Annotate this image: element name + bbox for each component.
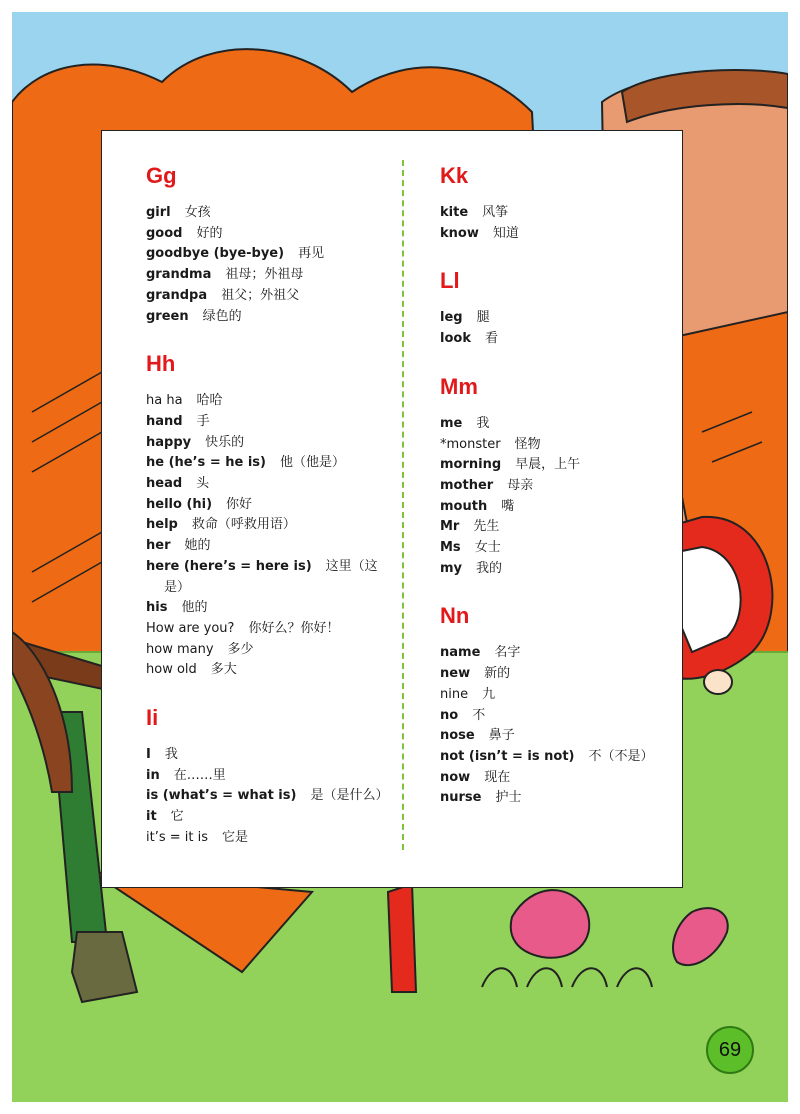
- vocab-entry: [440, 476, 670, 497]
- vocab-entry: [440, 414, 670, 435]
- chinese-meaning: 嘴: [501, 498, 515, 514]
- vocab-entry: [440, 747, 670, 768]
- vocab-entry: [146, 745, 396, 766]
- english-word: head: [146, 476, 183, 492]
- chinese-meaning: 祖父；外祖父: [221, 287, 300, 303]
- english-word: Mr: [440, 519, 460, 535]
- vocab-entry: [440, 788, 670, 809]
- section-ii: [146, 705, 396, 849]
- chinese-meaning: 风筝: [482, 205, 509, 220]
- vocab-entry: [146, 557, 396, 578]
- english-word: me: [440, 415, 463, 431]
- vocab-entry: [146, 640, 396, 661]
- chinese-meaning: 哈哈: [196, 393, 223, 409]
- english-word: mother: [440, 477, 494, 493]
- chinese-meaning: 女孩: [184, 205, 211, 220]
- vocab-entry: [146, 391, 396, 412]
- section-letter: Mm: [440, 373, 478, 399]
- english-word: how many: [146, 641, 214, 657]
- chinese-meaning: 再见: [298, 246, 325, 262]
- vocab-entry: [146, 786, 396, 807]
- vocab-entry: [146, 515, 396, 536]
- section-gg: [146, 163, 396, 327]
- chinese-meaning: 你好么？你好！: [248, 620, 340, 636]
- vocab-entry: [440, 685, 670, 706]
- section-mm: [440, 374, 670, 580]
- english-word: girl: [146, 205, 171, 220]
- english-word: good: [146, 225, 183, 241]
- chinese-meaning: 他的: [181, 600, 208, 616]
- vocab-entry: [440, 224, 670, 245]
- chinese-meaning: 护士: [495, 790, 522, 806]
- english-word: grandpa: [146, 287, 208, 303]
- vocab-entry: [146, 536, 396, 557]
- english-word: nine: [440, 686, 469, 702]
- vocab-entry: [146, 203, 396, 224]
- vocab-entry: [146, 495, 396, 516]
- chinese-meaning: 这里（这: [325, 558, 378, 574]
- chinese-meaning: 母亲: [507, 477, 534, 493]
- chinese-meaning: 多少: [227, 641, 254, 657]
- vocab-entry: [146, 244, 396, 265]
- column-divider: [402, 160, 404, 850]
- chinese-meaning: 它是: [222, 829, 249, 845]
- chinese-meaning: 他（他是）: [279, 455, 345, 471]
- section-ll: [440, 268, 670, 349]
- chinese-meaning: 救命（呼救用语）: [191, 517, 296, 533]
- section-letter: Ii: [146, 705, 159, 731]
- english-word: help: [146, 517, 178, 533]
- chinese-meaning: 不（不是）: [588, 748, 654, 764]
- english-word: happy: [146, 434, 192, 450]
- chinese-meaning: 我的: [476, 560, 503, 576]
- chinese-meaning: 不: [472, 707, 486, 723]
- english-word: now: [440, 769, 471, 785]
- vocab-entry: [440, 726, 670, 747]
- vocab-entry: [440, 643, 670, 664]
- vocab-entry: [146, 453, 396, 474]
- english-word: ha ha: [146, 393, 183, 409]
- page-number: 69: [706, 1026, 754, 1074]
- section-letter: Ll: [440, 268, 460, 294]
- chinese-meaning: 九: [482, 686, 496, 702]
- vocab-entry: [440, 517, 670, 538]
- english-word: in: [146, 767, 160, 783]
- english-word: leg: [440, 310, 463, 326]
- chinese-meaning: 好的: [196, 225, 223, 241]
- english-word: I: [146, 747, 151, 763]
- chinese-meaning: 是（是什么）: [310, 788, 389, 804]
- english-word: no: [440, 707, 459, 723]
- vocab-entry: [440, 664, 670, 685]
- chinese-meaning: 你好: [226, 496, 253, 512]
- english-word: hello (hi): [146, 496, 213, 512]
- vocab-entry: [440, 308, 670, 329]
- english-word: here (here’s = here is): [146, 558, 312, 574]
- section-letter: Nn: [440, 603, 470, 629]
- vocab-entry: [146, 412, 396, 433]
- section-letter: Gg: [146, 163, 177, 188]
- vocab-entry: [146, 265, 396, 286]
- chinese-meaning: 祖母；外祖母: [225, 267, 304, 283]
- chinese-meaning: 绿色的: [202, 308, 242, 324]
- vocab-entry: [440, 497, 670, 518]
- english-word: name: [440, 645, 481, 661]
- chinese-meaning: 女士: [474, 540, 501, 556]
- english-word: his: [146, 600, 168, 616]
- chinese-meaning: 早晨，上午: [515, 457, 581, 473]
- section-letter: Hh: [146, 351, 176, 377]
- vocab-entry: [146, 660, 396, 681]
- vocab-entry: [440, 768, 670, 789]
- english-word: my: [440, 560, 463, 576]
- english-word: not (isn’t = is not): [440, 748, 575, 764]
- chinese-meaning: 她的: [184, 538, 211, 554]
- vocab-entry: [146, 807, 396, 828]
- chinese-meaning: 多大: [210, 662, 237, 678]
- chinese-meaning: 它: [170, 809, 184, 825]
- english-word: grandma: [146, 267, 212, 283]
- section-hh: [146, 351, 396, 681]
- section-letter: Kk: [440, 163, 469, 188]
- english-word: green: [146, 308, 189, 324]
- chinese-meaning: 头: [196, 476, 210, 492]
- left-column: [146, 163, 396, 873]
- vocab-entry: [440, 329, 670, 350]
- english-word: he (he’s = he is): [146, 455, 266, 471]
- vocab-entry: [146, 307, 396, 328]
- chinese-meaning: 我: [164, 747, 178, 763]
- vocab-entry: [146, 598, 396, 619]
- section-kk: [440, 163, 670, 244]
- vocab-entry: [146, 433, 396, 454]
- chinese-meaning: 新的: [484, 666, 511, 682]
- chinese-meaning: 看: [484, 331, 498, 347]
- english-word: hand: [146, 413, 183, 429]
- chinese-meaning: 鼻子: [488, 728, 515, 744]
- chinese-meaning: 快乐的: [205, 434, 245, 450]
- english-word: kite: [440, 205, 469, 220]
- english-word: is (what’s = what is): [146, 788, 297, 804]
- english-word: How are you?: [146, 620, 235, 636]
- right-column: [440, 163, 670, 833]
- vocab-entry: [146, 224, 396, 245]
- english-word: Ms: [440, 540, 461, 556]
- chinese-meaning: 名字: [494, 645, 521, 661]
- chinese-meaning-continued: 是）: [164, 579, 191, 595]
- english-word: *monster: [440, 436, 501, 452]
- vocab-entry: [146, 619, 396, 640]
- english-word: new: [440, 666, 471, 682]
- english-word: nurse: [440, 790, 482, 806]
- chinese-meaning: 在……里: [173, 767, 226, 783]
- vocab-entry: [440, 435, 670, 456]
- english-word: how old: [146, 662, 197, 678]
- chinese-meaning: 我: [476, 415, 490, 431]
- english-word: her: [146, 538, 171, 554]
- english-word: goodbye (bye-bye): [146, 246, 285, 262]
- chinese-meaning: 先生: [473, 519, 500, 535]
- english-word: morning: [440, 457, 502, 473]
- section-nn: [440, 603, 670, 809]
- vocab-entry: [146, 766, 396, 787]
- vocab-entry: [146, 474, 396, 495]
- chinese-meaning: 手: [196, 413, 210, 429]
- vocab-entry: [146, 286, 396, 307]
- vocab-entry: [440, 706, 670, 727]
- english-word: nose: [440, 728, 475, 744]
- english-word: it: [146, 809, 157, 825]
- chinese-meaning: 现在: [484, 769, 511, 785]
- vocab-entry: [440, 559, 670, 580]
- english-word: look: [440, 331, 471, 347]
- vocab-entry: [146, 828, 396, 849]
- chinese-meaning: 怪物: [514, 436, 541, 452]
- chinese-meaning: 腿: [476, 310, 490, 326]
- vocab-entry: [440, 455, 670, 476]
- english-word: mouth: [440, 498, 488, 514]
- chinese-meaning: 知道: [492, 225, 519, 241]
- vocab-entry: [440, 538, 670, 559]
- english-word: it’s = it is: [146, 829, 208, 845]
- vocab-entry: [440, 203, 670, 224]
- english-word: know: [440, 225, 479, 241]
